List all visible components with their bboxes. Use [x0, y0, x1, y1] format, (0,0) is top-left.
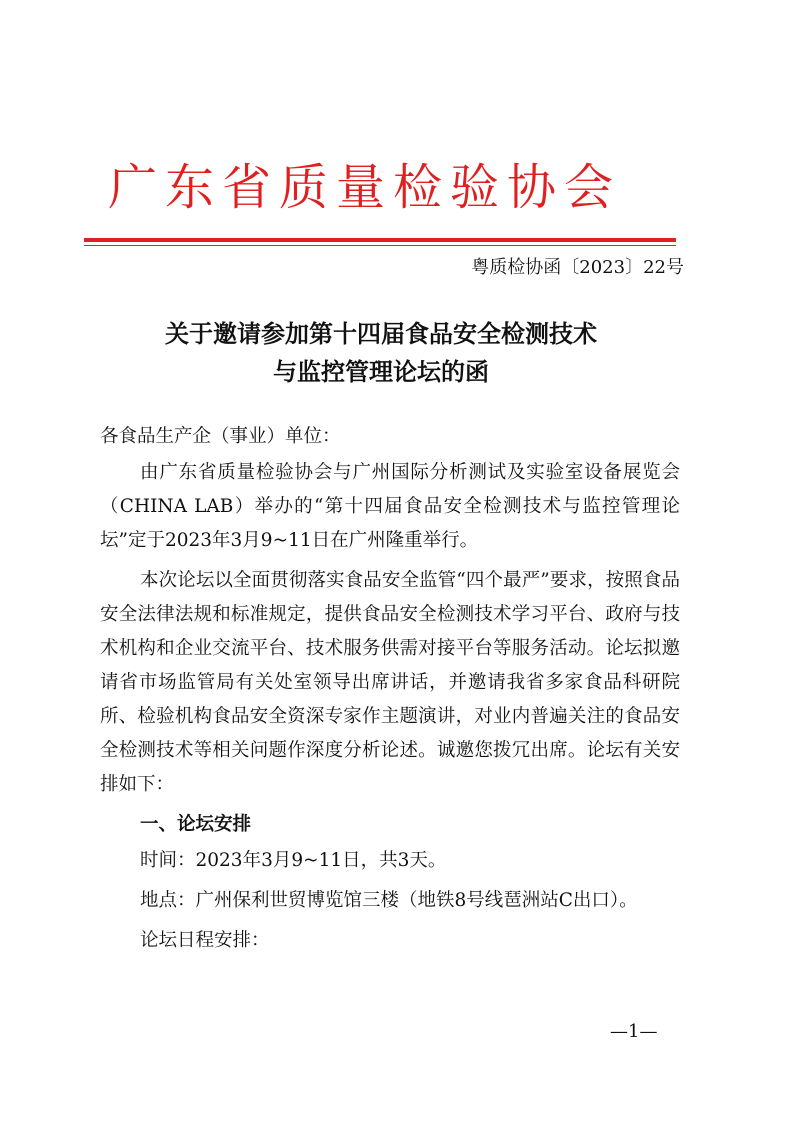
- section-heading-forum-arrangement: 一、论坛安排: [140, 814, 252, 835]
- body-paragraph-1: 由广东省质量检验协会与广州国际分析测试及实验室设备展览会（CHINA LAB）举办的“第十四届食品安全检测技术与监控管理论坛”定于2023年3月9~11日在广州隆重举行。: [100, 462, 680, 551]
- document-title: [88, 315, 674, 391]
- letterhead-org-name: 广东省质量检验协会: [108, 159, 622, 216]
- forum-location: 地点：广州保利世贸博览馆三楼（地铁8号线琶洲站C出口）。: [140, 890, 638, 911]
- salutation: 各食品生产企（事业）单位：: [100, 426, 341, 447]
- letterhead-red-rule-thin: [84, 245, 676, 246]
- document-title-line-1: 关于邀请参加第十四届食品安全检测技术: [165, 320, 597, 348]
- letterhead-red-rule-thick: [84, 238, 676, 242]
- page-number: —1—: [610, 1021, 658, 1042]
- letter-body: [100, 420, 680, 964]
- document-title-line-2: 与监控管理论坛的函: [273, 358, 489, 386]
- document-number: 粤质检协函〔2023〕22号: [471, 257, 684, 278]
- forum-schedule-label: 论坛日程安排：: [140, 930, 270, 951]
- body-paragraph-2: 本次论坛以全面贯彻落实食品安全监管“四个最严”要求，按照食品安全法律法规和标准规定，提供食品安全检测技术学习平台、政府与技术机构和企业交流平台、技术服务供需对接平台等服务活动。论坛拟邀请省市场监管局有关处室领导出席讲话，并邀请我省多家食品科研院所、检验机构食品安全资深专家作主题演讲，对业内普遍关注的食品安全检测技术等相关问题作深度分析论述。诚邀您拨冗出席。论坛有关安排如下：: [100, 570, 680, 795]
- forum-time: 时间：2023年3月9~11日，共3天。: [140, 850, 447, 871]
